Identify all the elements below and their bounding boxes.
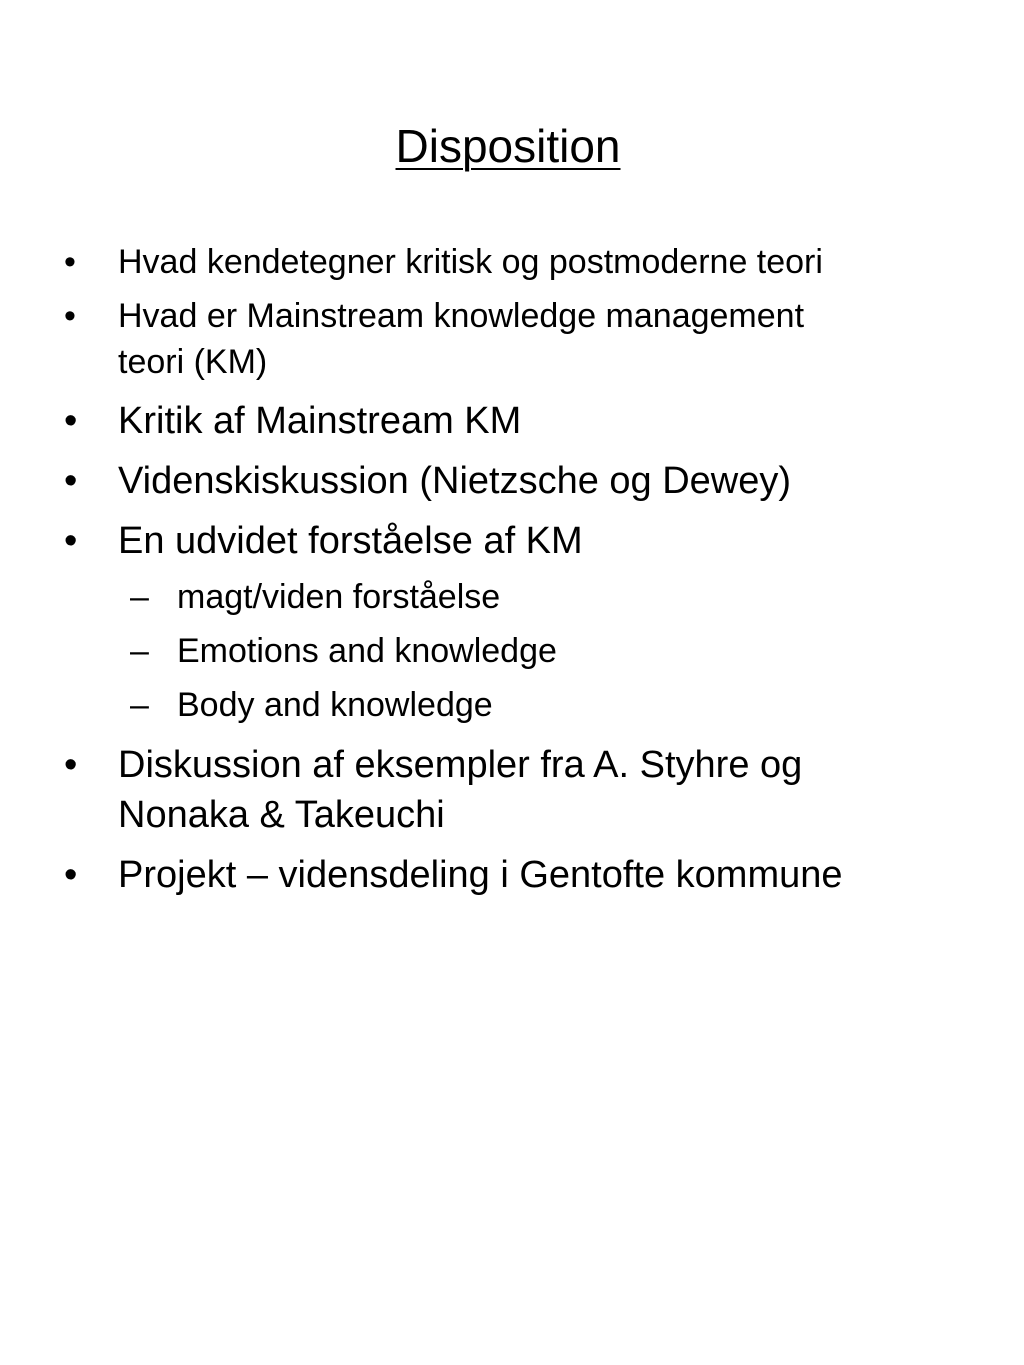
bullet-marker: • (64, 297, 76, 335)
dash-marker: – (130, 632, 149, 670)
sub-item-text: magt/viden forståelse (177, 578, 501, 616)
dash-marker: – (130, 578, 149, 616)
bullet-marker: • (64, 744, 78, 786)
bullet-text: Nonaka & Takeuchi (118, 794, 445, 836)
bullet-marker: • (64, 854, 78, 896)
bullet-text: Projekt – vidensdeling i Gentofte kommune (118, 854, 843, 896)
bullet-text: Hvad er Mainstream knowledge management (118, 297, 805, 335)
bullet-marker: • (64, 400, 78, 442)
slide-title: Disposition (395, 120, 621, 172)
bullet-text: Kritik af Mainstream KM (118, 400, 522, 442)
dash-marker: – (130, 686, 149, 724)
bullet-text: Diskussion af eksempler fra A. Styhre og (118, 744, 803, 786)
bullet-text: En udvidet forståelse af KM (118, 520, 583, 562)
bullet-text: Hvad kendetegner kritisk og postmoderne teori (118, 243, 823, 281)
bullet-marker: • (64, 243, 76, 281)
bullet-text: teori (KM) (118, 343, 268, 381)
bullet-text: Videnskiskussion (Nietzsche og Dewey) (118, 460, 792, 502)
bullet-marker: • (64, 520, 78, 562)
bullet-marker: • (64, 460, 78, 502)
sub-item-text: Emotions and knowledge (177, 632, 557, 670)
sub-item-text: Body and knowledge (177, 686, 493, 724)
